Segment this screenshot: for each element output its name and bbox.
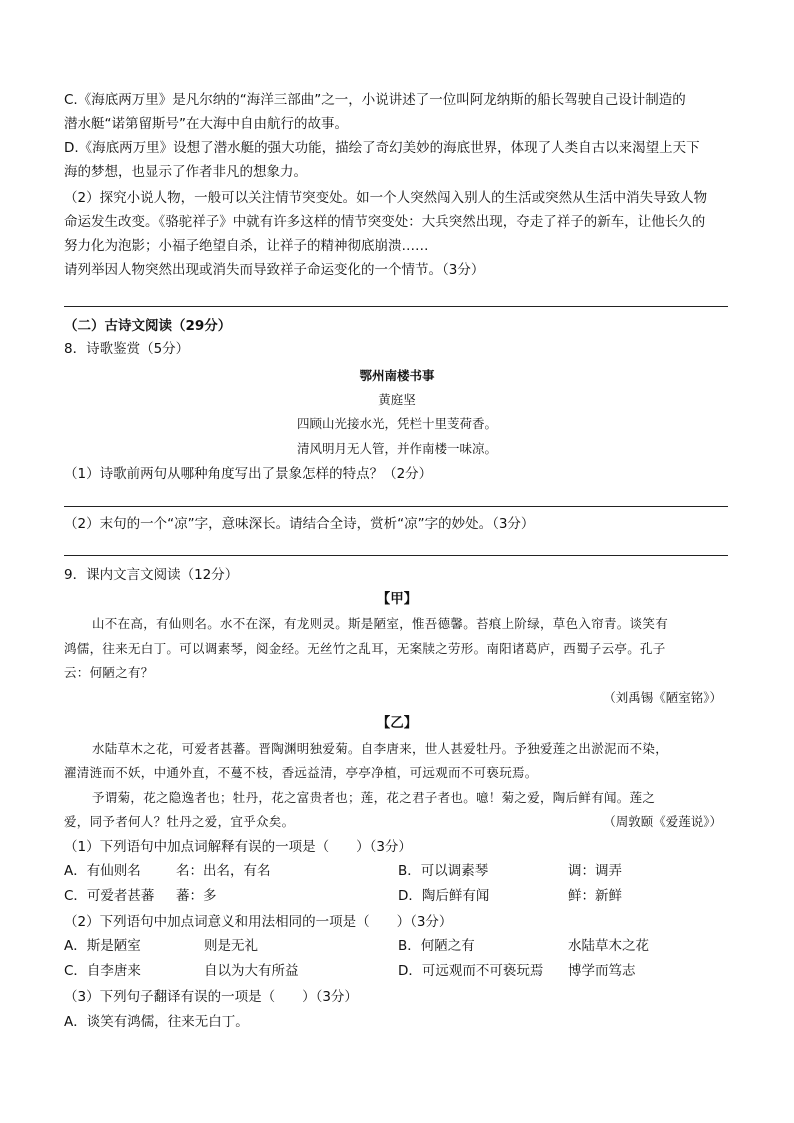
q9-sub2-option-d-pair: 博学而笃志 bbox=[568, 963, 636, 979]
q9-sub1-stem: （1）下列语句中加点词解释有误的一项是（ ）（3分） bbox=[64, 839, 412, 855]
q9-sub1-option-d-gloss: 鲜：新鲜 bbox=[568, 888, 622, 904]
q9-sub1-option-c: C．可爱者甚蕃 bbox=[64, 888, 155, 904]
passage-yi-source: （周敦颐《爱莲说》） bbox=[603, 814, 722, 829]
passage-yi-line: 濯清涟而不妖，中通外直，不蔓不枝，香远益清，亭亭净植，可远观而不可亵玩焉。 bbox=[64, 765, 538, 780]
q9-sub1-option-d: D．陶后鲜有闻 bbox=[398, 888, 490, 904]
q9-title: 9．课内文言文阅读（12分） bbox=[64, 567, 239, 583]
q9-sub2-option-d: D．可远观而不可亵玩焉 bbox=[398, 963, 544, 979]
answer-line bbox=[64, 306, 728, 307]
q7-2-line4: 请列举因人物突然出现或消失而导致祥子命运变化的一个情节。（3分） bbox=[64, 262, 485, 278]
poem-line: 四顾山光接水光，凭栏十里芰荷香。 bbox=[296, 416, 497, 431]
passage-jia-label: 【甲】 bbox=[376, 591, 418, 607]
q9-sub2-option-c-pair: 自以为大有所益 bbox=[204, 963, 299, 979]
q7-option-d-line2: 海的梦想，也显示了作者非凡的想象力。 bbox=[64, 164, 307, 180]
passage-yi-line: 予谓菊，花之隐逸者也；牡丹，花之富贵者也；莲，花之君子者也。噫！菊之爱，陶后鲜有闻。莲之 bbox=[92, 790, 656, 805]
q9-sub1-option-a-gloss: 名：出名，有名 bbox=[176, 863, 271, 879]
q9-sub1-option-b: B．可以调素琴 bbox=[398, 863, 489, 879]
passage-jia-line: 云：何陋之有？ bbox=[64, 665, 154, 680]
q9-sub2-option-b-pair: 水陆草木之花 bbox=[568, 938, 649, 954]
q9-sub2-option-b: B．何陋之有 bbox=[398, 938, 475, 954]
q9-sub1-option-b-gloss: 调：调弄 bbox=[568, 863, 622, 879]
passage-jia-line: 山不在高，有仙则名。水不在深，有龙则灵。斯是陋室，惟吾德馨。苔痕上阶绿，草色入帘青。谈笑有 bbox=[92, 616, 669, 631]
q7-option-c-line1: C.《海底两万里》是凡尔纳的“海洋三部曲”之一，小说讲述了一位叫阿龙纳斯的船长驾驶自己设计制造的 bbox=[64, 92, 686, 108]
section-title: （二）古诗文阅读（29分） bbox=[64, 318, 232, 334]
passage-yi-line: 爱，同予者何人？牡丹之爱，宜乎众矣。 bbox=[64, 814, 295, 829]
q9-sub2-option-a-pair: 则是无礼 bbox=[204, 938, 258, 954]
passage-jia-line: 鸿儒，往来无白丁。可以调素琴，阅金经。无丝竹之乱耳，无案牍之劳形。南阳诸葛庐，西蜀子云亭。孔子 bbox=[64, 641, 666, 656]
answer-line bbox=[64, 506, 728, 507]
q7-2-line1: （2）探究小说人物，一般可以关注情节突变处。如一个人突然闯入别人的生活或突然从生活中消失导致人物 bbox=[64, 190, 708, 206]
q9-sub1-option-a: A．有仙则名 bbox=[64, 863, 141, 879]
q8-title: 8．诗歌鉴赏（5分） bbox=[64, 341, 190, 357]
passage-yi-line: 水陆草木之花，可爱者甚蕃。晋陶渊明独爱菊。自李唐来，世人甚爱牡丹。予独爱莲之出淤泥而不染， bbox=[92, 741, 669, 756]
q8-sub2: （2）末句的一个“凉”字，意味深长。请结合全诗，赏析“凉”字的妙处。（3分） bbox=[64, 516, 535, 532]
passage-jia-source: （刘禹锡《陋室铭》） bbox=[603, 690, 722, 705]
q8-sub1: （1）诗歌前两句从哪种角度写出了景象怎样的特点？（2分） bbox=[64, 466, 433, 482]
q9-sub2-option-c: C．自李唐来 bbox=[64, 963, 141, 979]
poem-author: 黄庭坚 bbox=[378, 392, 416, 407]
q9-sub2-stem: （2）下列语句中加点词意义和用法相同的一项是（ ）（3分） bbox=[64, 914, 453, 930]
q9-sub2-option-a: A．斯是陋室 bbox=[64, 938, 141, 954]
q9-sub1-option-c-gloss: 蕃：多 bbox=[176, 888, 217, 904]
q9-sub3-stem: （3）下列句子翻译有误的一项是（ ）（3分） bbox=[64, 989, 358, 1005]
poem-title: 鄂州南楼书事 bbox=[359, 368, 435, 383]
answer-line bbox=[64, 555, 728, 556]
q9-sub3-option-a: A．谈笑有鸿儒，往来无白丁。 bbox=[64, 1014, 249, 1030]
q7-2-line3: 努力化为泡影；小福子绝望自杀，让祥子的精神彻底崩溃…… bbox=[64, 238, 429, 254]
passage-yi-label: 【乙】 bbox=[376, 715, 418, 731]
q7-option-d-line1: D.《海底两万里》设想了潜水艇的强大功能，描绘了奇幻美妙的海底世界，体现了人类自古以来渴望上天下 bbox=[64, 140, 700, 156]
poem-line: 清风明月无人管，并作南楼一味凉。 bbox=[296, 441, 497, 456]
q7-2-line2: 命运发生改变。《骆驼祥子》中就有许多这样的情节突变处：大兵突然出现，夺走了祥子的新车，让他长久的 bbox=[64, 214, 706, 230]
q7-option-c-line2: 潜水艇“诺第留斯号”在大海中自由航行的故事。 bbox=[64, 116, 348, 132]
